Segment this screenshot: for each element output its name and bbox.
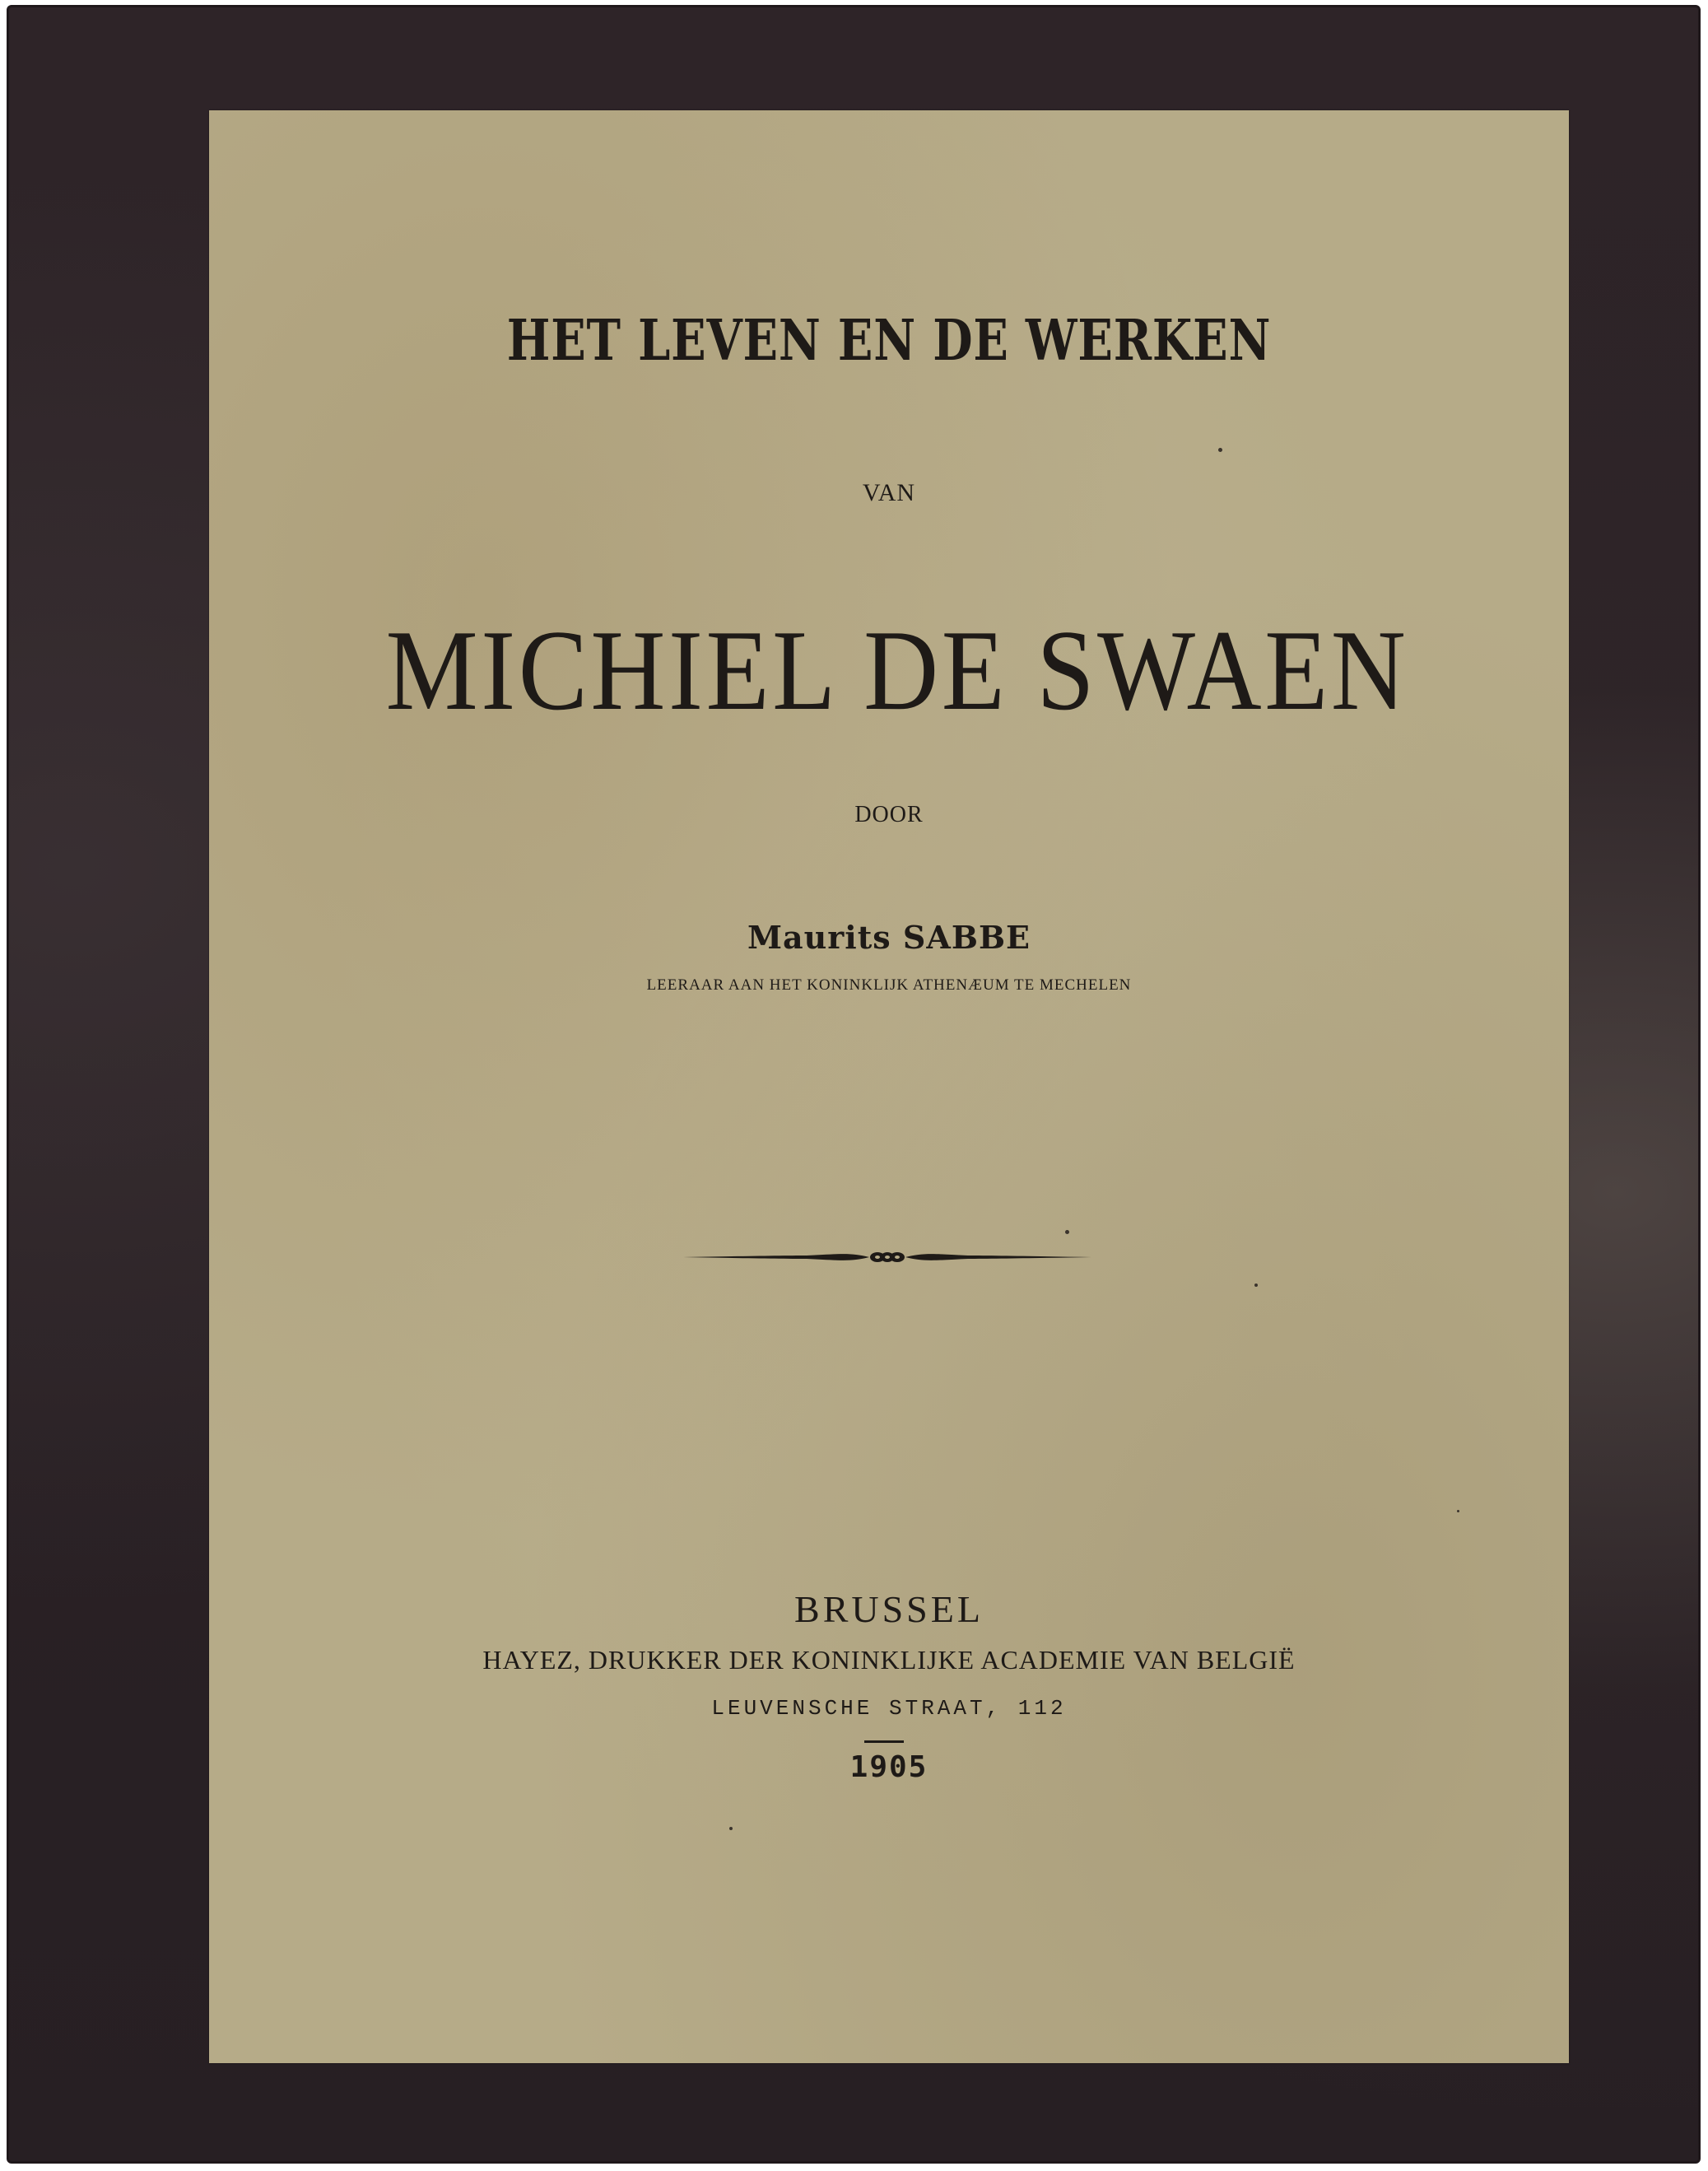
paper-speck bbox=[1457, 1510, 1459, 1512]
year-rule bbox=[864, 1740, 904, 1743]
paper-speck bbox=[729, 1827, 733, 1830]
publisher-address: LEUVENSCHE STRAAT, 112 bbox=[711, 1696, 1067, 1721]
decorative-flourish-icon bbox=[683, 1245, 1091, 1270]
book-cover bbox=[7, 5, 1701, 2164]
publication-city: BRUSSEL bbox=[794, 1588, 984, 1630]
title-line: HET LEVEN EN DE WERKEN bbox=[506, 308, 1272, 374]
author-affiliation: LEERAAR AAN HET KONINKLIJK ATHENÆUM TE MECHELEN bbox=[646, 976, 1132, 994]
author-name: Maurits SABBE bbox=[747, 919, 1031, 956]
main-title: MICHIEL DE SWAEN bbox=[385, 607, 1409, 734]
publication-year: 1905 bbox=[849, 1750, 928, 1784]
paper-speck bbox=[1254, 1283, 1258, 1287]
publisher-line: HAYEZ, DRUKKER DER KONINKLIJKE ACADEMIE VAN BELGIË bbox=[482, 1645, 1296, 1675]
paper-speck bbox=[1065, 1230, 1069, 1234]
door-text: DOOR bbox=[854, 802, 924, 827]
title-page-label bbox=[209, 110, 1569, 2063]
van-text: VAN bbox=[862, 479, 916, 506]
paper-speck bbox=[1218, 448, 1222, 452]
